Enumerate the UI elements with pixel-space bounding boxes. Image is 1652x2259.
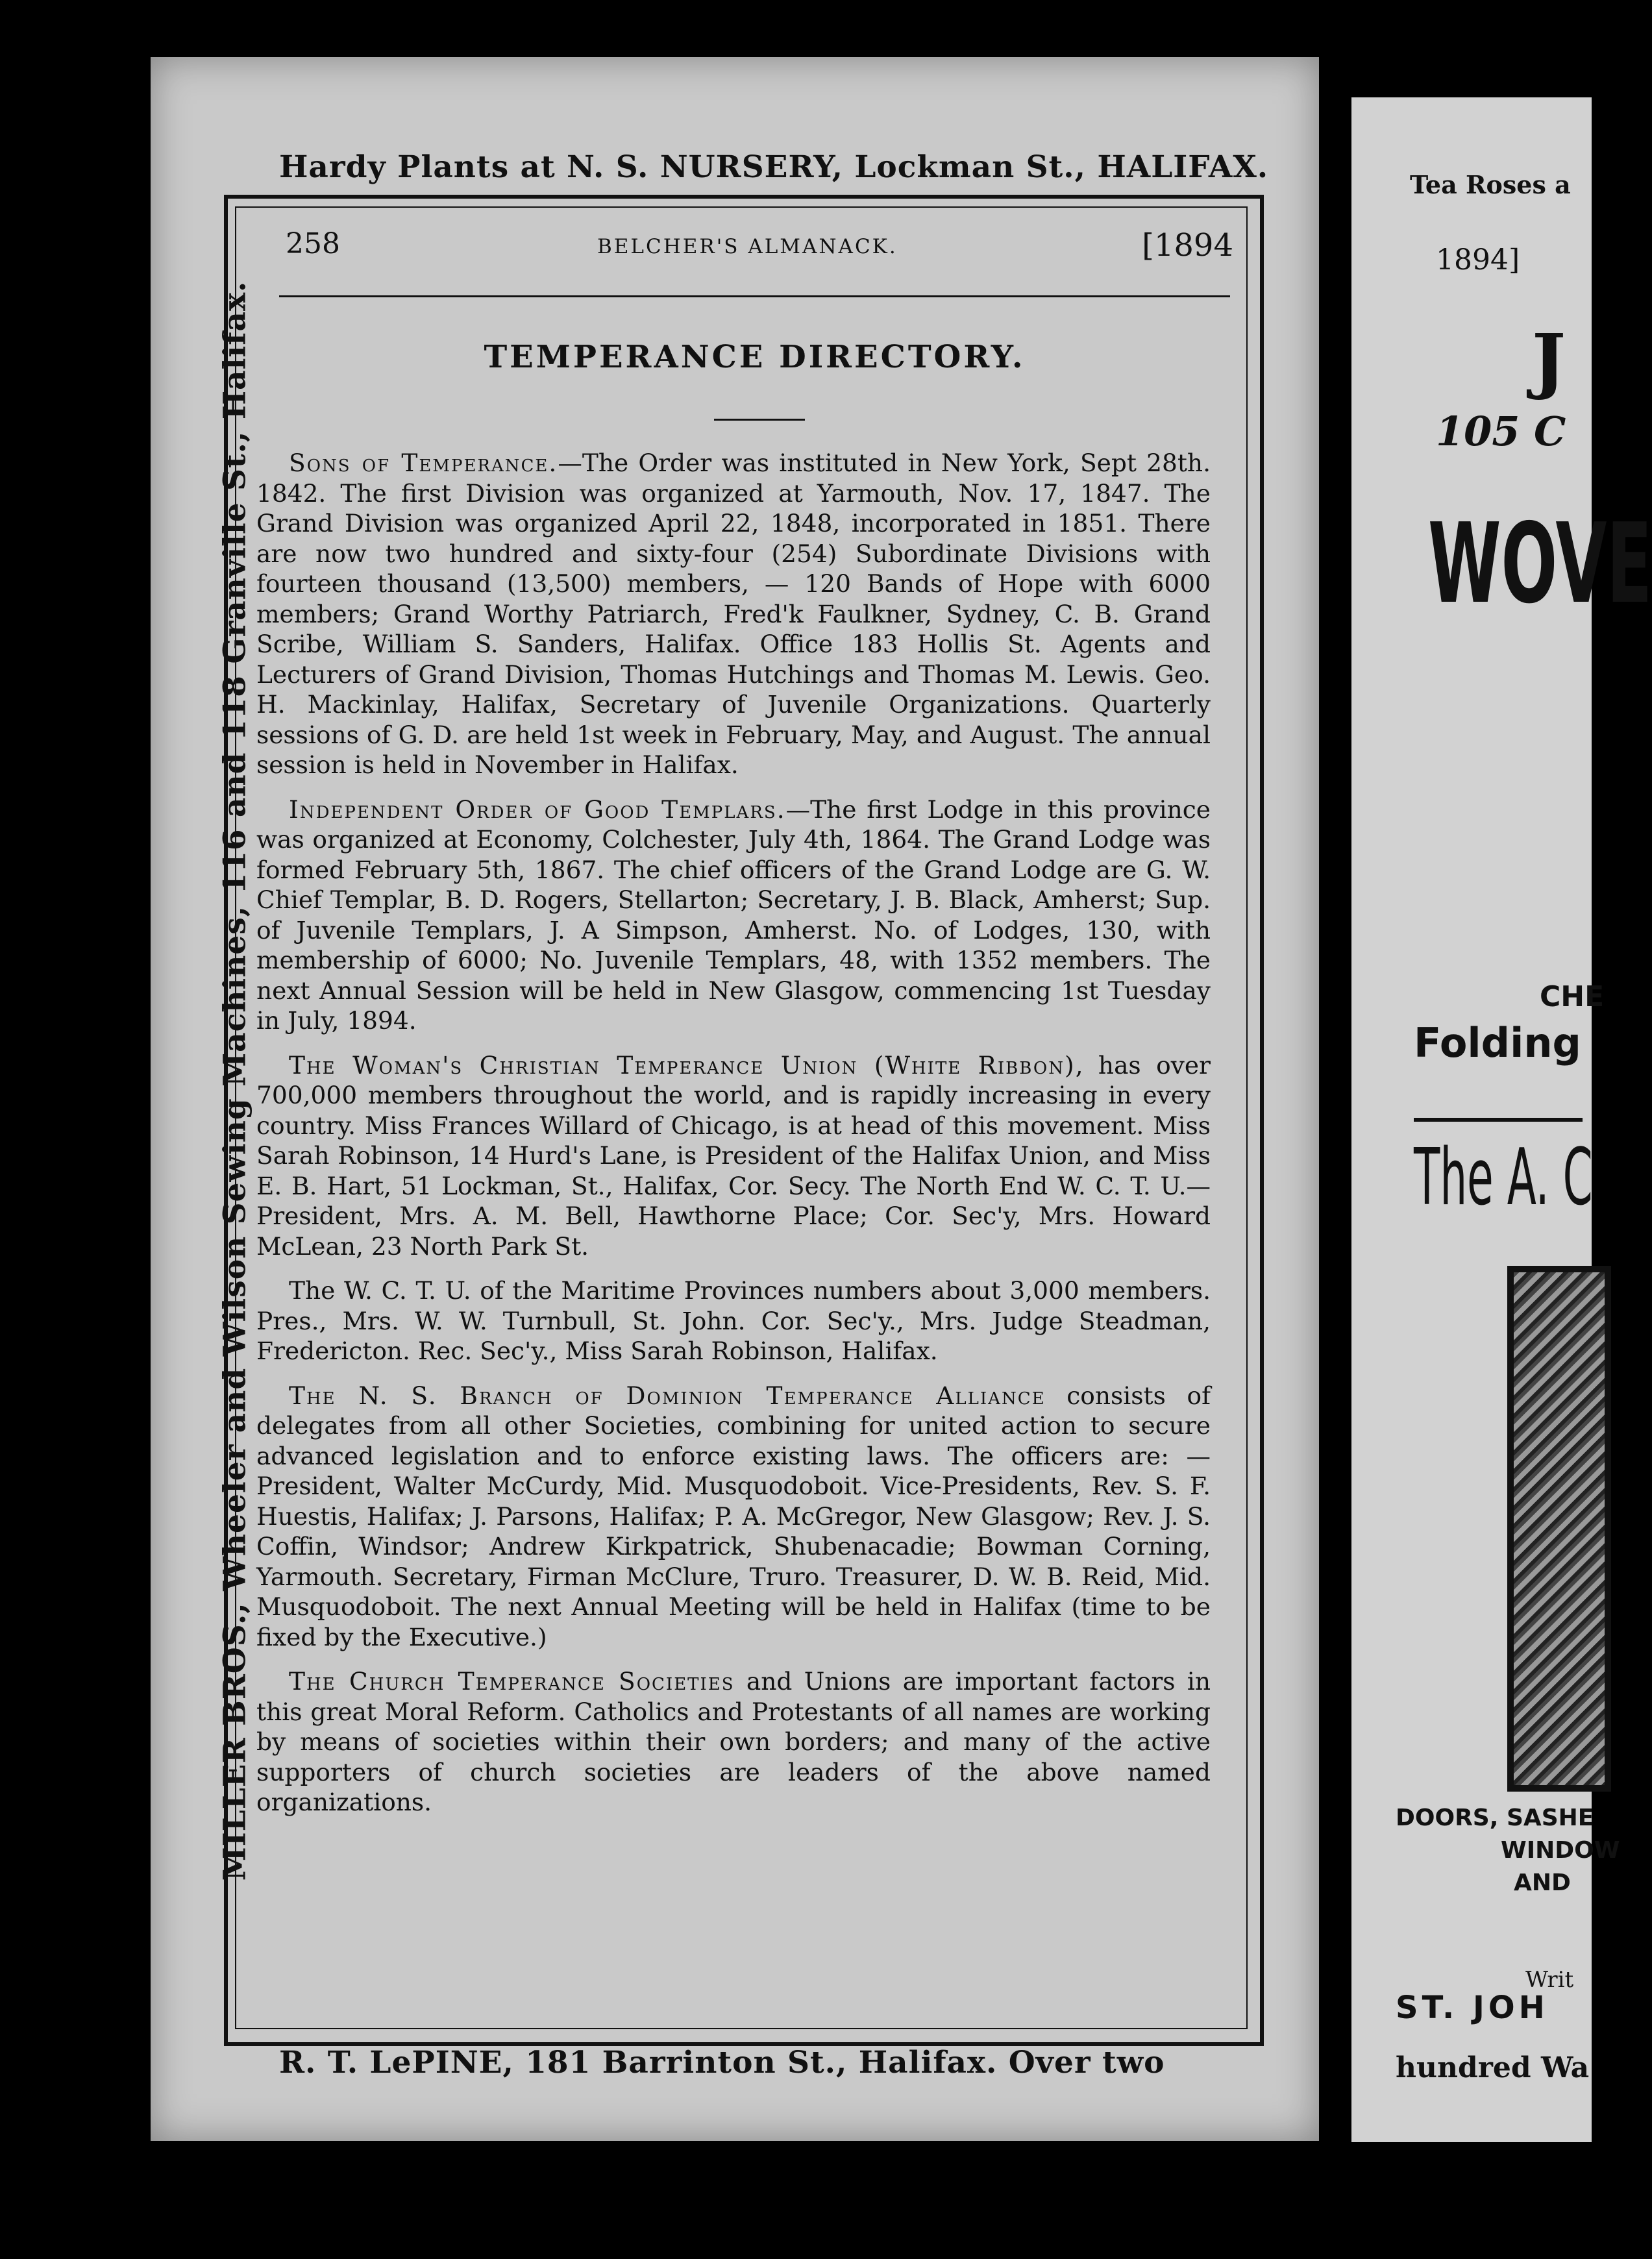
facing-year: 1894] — [1436, 243, 1520, 277]
facing-address: 105 C — [1436, 408, 1566, 455]
facing-folding: Folding — [1414, 1019, 1581, 1067]
paragraph-lead: The N. S. Branch of Dominion Temperance Alliance — [289, 1381, 1046, 1410]
facing-hundred: hundred Wa — [1396, 2051, 1590, 2084]
paragraph-lead: Independent Order of Good Templars. — [289, 795, 786, 824]
paragraph-text: —The first Lodge in this province was organized at Economy, Colchester, July 4th, 1864. The Grand Lodge was formed February 5th, 1867. The chief officers of the Grand Lodge are G. W. Chief Templar, B. D. Rogers, Stellarton; Secretary, J. B. Black, Amherst; Sup. of Juvenile Templars, J. A Simpson, Amherst. No. of Lodges, 130, with membership of 6000; No. Juvenile Templars, 48, with 1352 members. The next Annual Session will be held in New Glasgow, commencing 1st Tuesday in July, 1894. — [256, 795, 1211, 1035]
paragraph-text: and Unions are important factors in this great Moral Reform. Catholics and Protestants of all names are working by means of societies within their own borders; and many of the active supporters of church societies are leaders of the above named organizations. — [256, 1667, 1211, 1816]
paragraph-text: consists of delegates from all other Societies, combining for united action to secure advanced legislation and to enforce existing laws. The officers are: — President, Walter McCurdy, Mid. Musquodoboit. Vice-Presidents, Rev. S. F. Huestis, Halifax; J. Parsons, Halifax; P. A. McGregor, New Glasgow; Rev. J. S. Coffin, Windsor; Andrew Kirkpatrick, Shubenacadie; Bowman Corning, Yarmouth. Secretary, Firman McClure, Truro. Treasurer, D. W. B. Reid, Mid. Musquodoboit. The next Annual Meeting will be held in Halifax (time to be fixed by the Executive.) — [256, 1381, 1211, 1651]
paragraph-maritime-wctu — [256, 1276, 1211, 1366]
running-head: BELCHER'S ALMANACK. — [597, 235, 898, 258]
paragraph-dominion-alliance — [256, 1381, 1211, 1653]
paragraph-text: The W. C. T. U. of the Maritime Provinces numbers about 3,000 members. Pres., Mrs. W. W. Turnbull, St. John. Cor. Sec'y., Mrs. Judge Steadman, Fredericton. Rec. Sec'y., Miss Sarah Robinson, Halifax. — [256, 1276, 1211, 1365]
year-marker: [1894 — [1142, 227, 1233, 264]
paragraph-lead: Sons of Temperance. — [289, 449, 558, 477]
paragraph-lead: The Woman's Christian Temperance Union (White Ribbon) — [289, 1050, 1076, 1080]
facing-rule — [1414, 1118, 1583, 1122]
paragraph-church-societies — [256, 1666, 1211, 1818]
paragraph-good-templars — [256, 795, 1211, 1036]
title-rule — [714, 419, 805, 421]
facing-company: The A. C — [1414, 1133, 1593, 1223]
facing-engraving — [1507, 1266, 1611, 1792]
page-title: TEMPERANCE DIRECTORY. — [484, 339, 1026, 375]
header-rule — [279, 295, 1230, 297]
facing-and: AND — [1514, 1870, 1571, 1896]
paragraph-sons-of-temperance — [256, 448, 1211, 780]
facing-big-letter: J — [1532, 318, 1566, 402]
facing-window: WINDOW — [1501, 1837, 1620, 1864]
paragraph-text: , has over 700,000 members throughout the world, and is rapidly increasing in every country. Miss Frances Willard of Chicago, is at head of this movement. Miss Sarah Robinson, 14 Hurd's Lane, is President of the Halifax Union, and Miss E. B. Hart, 51 Lockman, St., Halifax, Cor. Secy. The North End W. C. T. U.—President, Mrs. A. M. Bell, Hawthorne Place; Cor. Sec'y, Mrs. Howard McLean, 23 North Park St. — [256, 1050, 1211, 1261]
facing-doors: DOORS, SASHE — [1396, 1805, 1594, 1831]
article-body — [256, 448, 1211, 1832]
paragraph-text: —The Order was instituted in New York, Sept 28th. 1842. The first Division was organized at Yarmouth, Nov. 17, 1847. The Grand Division was organized April 22, 1848, incorporated in 1851. There are now two hundred and sixty-four (254) Subordinate Divisions with fourteen thousand (13,500) members, — 120 Bands of Hope with 6000 members; Grand Worthy Patriarch, Fred'k Faulkner, Sydney, C. B. Grand Scribe, William S. Sanders, Halifax. Office 183 Hollis St. Agents and Lecturers of Grand Division, Thomas Hutchings and Thomas M. Lewis. Geo. H. Mackinlay, Halifax, Secretary of Juvenile Organizations. Quarterly sessions of G. D. are held 1st week in February, May, and August. The annual session is held in November in Halifax. — [256, 449, 1211, 779]
page-number: 258 — [286, 227, 340, 260]
facing-che: CHE — [1540, 980, 1605, 1013]
running-header — [286, 227, 1233, 273]
facing-headline: WOVE — [1428, 500, 1652, 628]
facing-stjohn: ST. JOH — [1396, 1990, 1549, 2026]
facing-writ: Writ — [1525, 1967, 1574, 1993]
bottom-advertisement: R. T. LePINE, 181 Barrinton St., Halifax. Over two — [279, 2045, 1165, 2080]
side-advertisement: MILLER BROS., Wheeler and Wilson Sewing Machines, 116 and 118 Granville St., Halifax. — [217, 280, 253, 1881]
paragraph-wctu — [256, 1050, 1211, 1262]
top-advertisement: Hardy Plants at N. S. NURSERY, Lockman St., HALIFAX. — [279, 149, 1269, 185]
paragraph-lead: The Church Temperance Societies — [289, 1667, 735, 1696]
facing-top-ad: Tea Roses a — [1410, 170, 1571, 199]
